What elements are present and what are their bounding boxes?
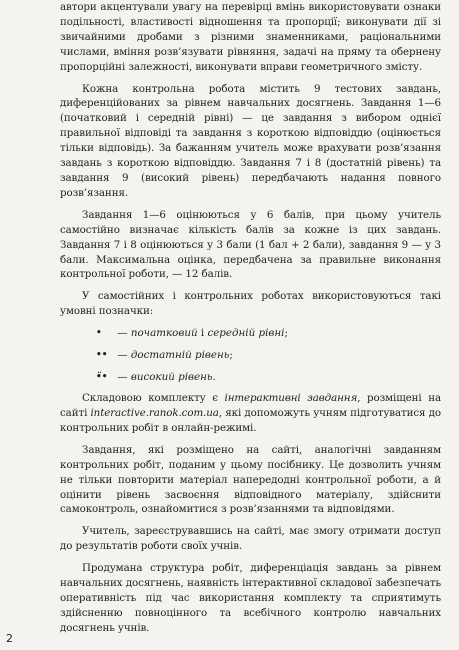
legend-label: достатній рівень: [130, 348, 230, 361]
legend-item: [96, 322, 441, 344]
page-body: [60, 0, 441, 636]
legend-label: високий рівень: [130, 370, 213, 383]
paragraph: [60, 0, 441, 75]
text-run: Кожна контрольна робота містить 9 тестових завдань, диференційованих за рівнем навчальних досягнень. Завдання 1—6 (початковий і середній рівні) — це завдання з вибором однієї правильної відповіді та завдання з короткою відповіддю (оцінюється тільки відповідь). За бажанням учитель може врахувати розв’язання завдань з короткою відповіддю. Завдання 7 і 8 (достатній рівень) та завдання 9 (високий рівень) передбачають надання повного розв’язання.: [60, 82, 441, 199]
legend-item: [96, 366, 441, 388]
paragraph: [60, 391, 441, 436]
level-marker-icon: •̈•: [96, 371, 108, 382]
legend-punct: ;: [229, 348, 233, 361]
text-run: , які допоможуть учням підготуватися до контрольних робіт в онлайн-режимі.: [60, 407, 441, 434]
legend-item: [96, 344, 441, 366]
legend-punct: .: [212, 370, 216, 383]
text-run: Завдання, які розміщено на сайті, аналогічні завданням контрольних робіт, поданим у цьому посібнику. Це дозволить учням не тільки повторити матеріал напередодні контрольної роботи, а й оцінити рівень засвоєння відповідного матеріалу, здійснити самоконтроль, ознайомитися з розв’язаннями та відповідями.: [60, 443, 441, 516]
text-run: Учитель, зареєструвавшись на сайті, має змогу отримати доступ до результатів роботи своїх учнів.: [60, 525, 441, 553]
text-run: автори акцентували увагу на перевірці вмінь використовувати ознаки подільності, властивості відношення та пропорції; виконувати дії зі звичайними дробами з різними знаменниками, раціональними числами, вміння розв’язувати рівняння, задачі на пряму та обернену пропорційні залежності, виконувати вправи геометричного змісту.: [60, 1, 441, 73]
symbol-legend: [96, 322, 441, 388]
level-marker-icon: ••: [96, 349, 108, 360]
legend-dash: —: [114, 370, 131, 383]
text-run: interactive.ranok.com.ua: [90, 407, 219, 420]
paragraph: [60, 82, 441, 201]
legend-label: початковий: [130, 326, 198, 339]
legend-dash: —: [114, 326, 131, 339]
level-marker-icon: •: [96, 327, 102, 338]
text-run: У самостійних і контрольних роботах використовуються такі умовні позначки:: [60, 290, 441, 318]
page-number: 2: [6, 632, 13, 645]
text-run: Складовою комплекту є: [82, 392, 225, 405]
text-run: , розміщені на сайті: [60, 392, 442, 420]
legend-joiner: і: [197, 326, 208, 339]
paragraph: [60, 524, 441, 554]
text-run: інтерактивні завдання: [224, 392, 358, 405]
paragraph: [60, 561, 441, 636]
paragraph: [60, 443, 441, 518]
text-run: Продумана структура робіт, диференціація завдань за рівнем навчальних досягнень, наявність інтерактивної складової забезпечать оперативність під час використання комплекту та сприятимуть здійсненню повноцінного та всебічного контролю навчальних досягнень учнів.: [60, 562, 441, 634]
legend-punct: ;: [284, 326, 288, 339]
legend-label-2: середній рівні: [207, 326, 285, 339]
text-run: Завдання 1—6 оцінюються у 6 балів, при цьому учитель самостійно визначає кількість балів за кожне із цих завдань. Завдання 7 і 8 оцінюються у 3 бали (1 бал + 2 бали), завдання 9 — у 3 бали. Максимальна оцінка, передбачена за правильне виконання контрольної роботи, — 12 балів.: [60, 208, 441, 281]
legend-dash: —: [114, 348, 131, 361]
paragraph: [60, 208, 441, 283]
intro-paragraphs: [60, 0, 441, 319]
paragraph: [60, 289, 441, 319]
closing-paragraphs: [60, 391, 441, 636]
